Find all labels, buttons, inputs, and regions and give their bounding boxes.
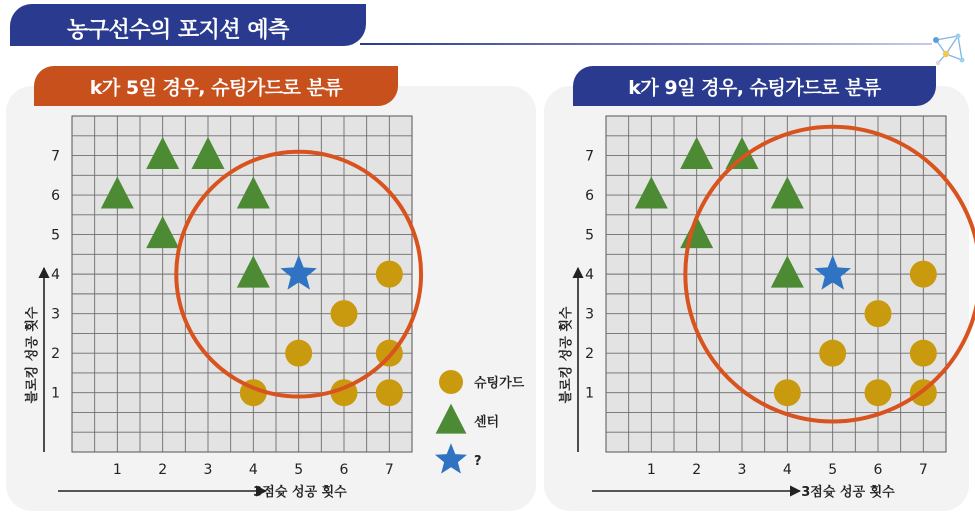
right-chart-title: k가 9일 경우, 슈팅가드로 분류 bbox=[573, 66, 936, 106]
shooting-guard-point bbox=[331, 300, 358, 327]
legend-query-icon bbox=[435, 443, 467, 473]
shooting-guard-point bbox=[774, 379, 801, 406]
left-scatter-chart bbox=[24, 116, 421, 500]
x-tick-label: 4 bbox=[782, 462, 792, 478]
legend bbox=[435, 370, 525, 474]
legend-shooting-guard-icon bbox=[439, 370, 463, 394]
x-tick-label: 7 bbox=[384, 462, 394, 478]
shooting-guard-point bbox=[376, 379, 403, 406]
y-axis-label: 블로킹 성공 횟수 bbox=[559, 306, 574, 404]
x-tick-label: 2 bbox=[158, 462, 168, 478]
x-tick-label: 1 bbox=[112, 462, 122, 478]
y-tick-label: 3 bbox=[51, 306, 60, 323]
y-tick-label: 6 bbox=[585, 188, 594, 205]
shooting-guard-point bbox=[285, 340, 312, 367]
shooting-guard-point bbox=[376, 261, 403, 288]
shooting-guard-point bbox=[910, 261, 937, 288]
shooting-guard-point bbox=[910, 340, 937, 367]
legend-query-label: ? bbox=[474, 454, 482, 469]
left-chart-title: k가 5일 경우, 슈팅가드로 분류 bbox=[34, 66, 398, 106]
y-tick-label: 5 bbox=[585, 227, 594, 244]
shooting-guard-point bbox=[865, 379, 892, 406]
x-tick-label: 6 bbox=[339, 462, 349, 478]
x-tick-label: 4 bbox=[248, 462, 258, 478]
x-axis-label: 3점슛 성공 횟수 bbox=[801, 485, 895, 500]
legend-center-label: 센터 bbox=[474, 415, 500, 430]
y-tick-label: 4 bbox=[585, 267, 594, 284]
x-tick-label: 2 bbox=[692, 462, 702, 478]
y-tick-label: 5 bbox=[51, 227, 60, 244]
y-tick-label: 1 bbox=[585, 385, 594, 402]
y-tick-label: 2 bbox=[51, 346, 60, 363]
x-axis-label: 3점슛 성공 횟수 bbox=[253, 485, 347, 500]
y-tick-label: 6 bbox=[51, 188, 60, 205]
x-tick-label: 7 bbox=[918, 462, 928, 478]
x-tick-label: 1 bbox=[646, 462, 656, 478]
x-tick-label: 3 bbox=[203, 462, 213, 478]
legend-shooting-guard-label: 슈팅가드 bbox=[474, 376, 525, 391]
y-tick-label: 2 bbox=[585, 346, 594, 363]
y-axis-label: 블로킹 성공 횟수 bbox=[25, 306, 40, 404]
x-tick-label: 5 bbox=[294, 462, 304, 478]
y-tick-label: 3 bbox=[585, 306, 594, 323]
shooting-guard-point bbox=[819, 340, 846, 367]
x-tick-label: 6 bbox=[873, 462, 883, 478]
x-tick-label: 3 bbox=[737, 462, 747, 478]
legend-center-icon bbox=[436, 404, 467, 434]
page-title: 농구선수의 포지션 예측 bbox=[67, 18, 289, 43]
shooting-guard-point bbox=[865, 300, 892, 327]
y-tick-label: 7 bbox=[585, 148, 594, 165]
y-tick-label: 1 bbox=[51, 385, 60, 402]
y-tick-label: 7 bbox=[51, 148, 60, 165]
right-scatter-chart bbox=[558, 116, 975, 500]
y-tick-label: 4 bbox=[51, 267, 60, 284]
x-tick-label: 5 bbox=[828, 462, 838, 478]
